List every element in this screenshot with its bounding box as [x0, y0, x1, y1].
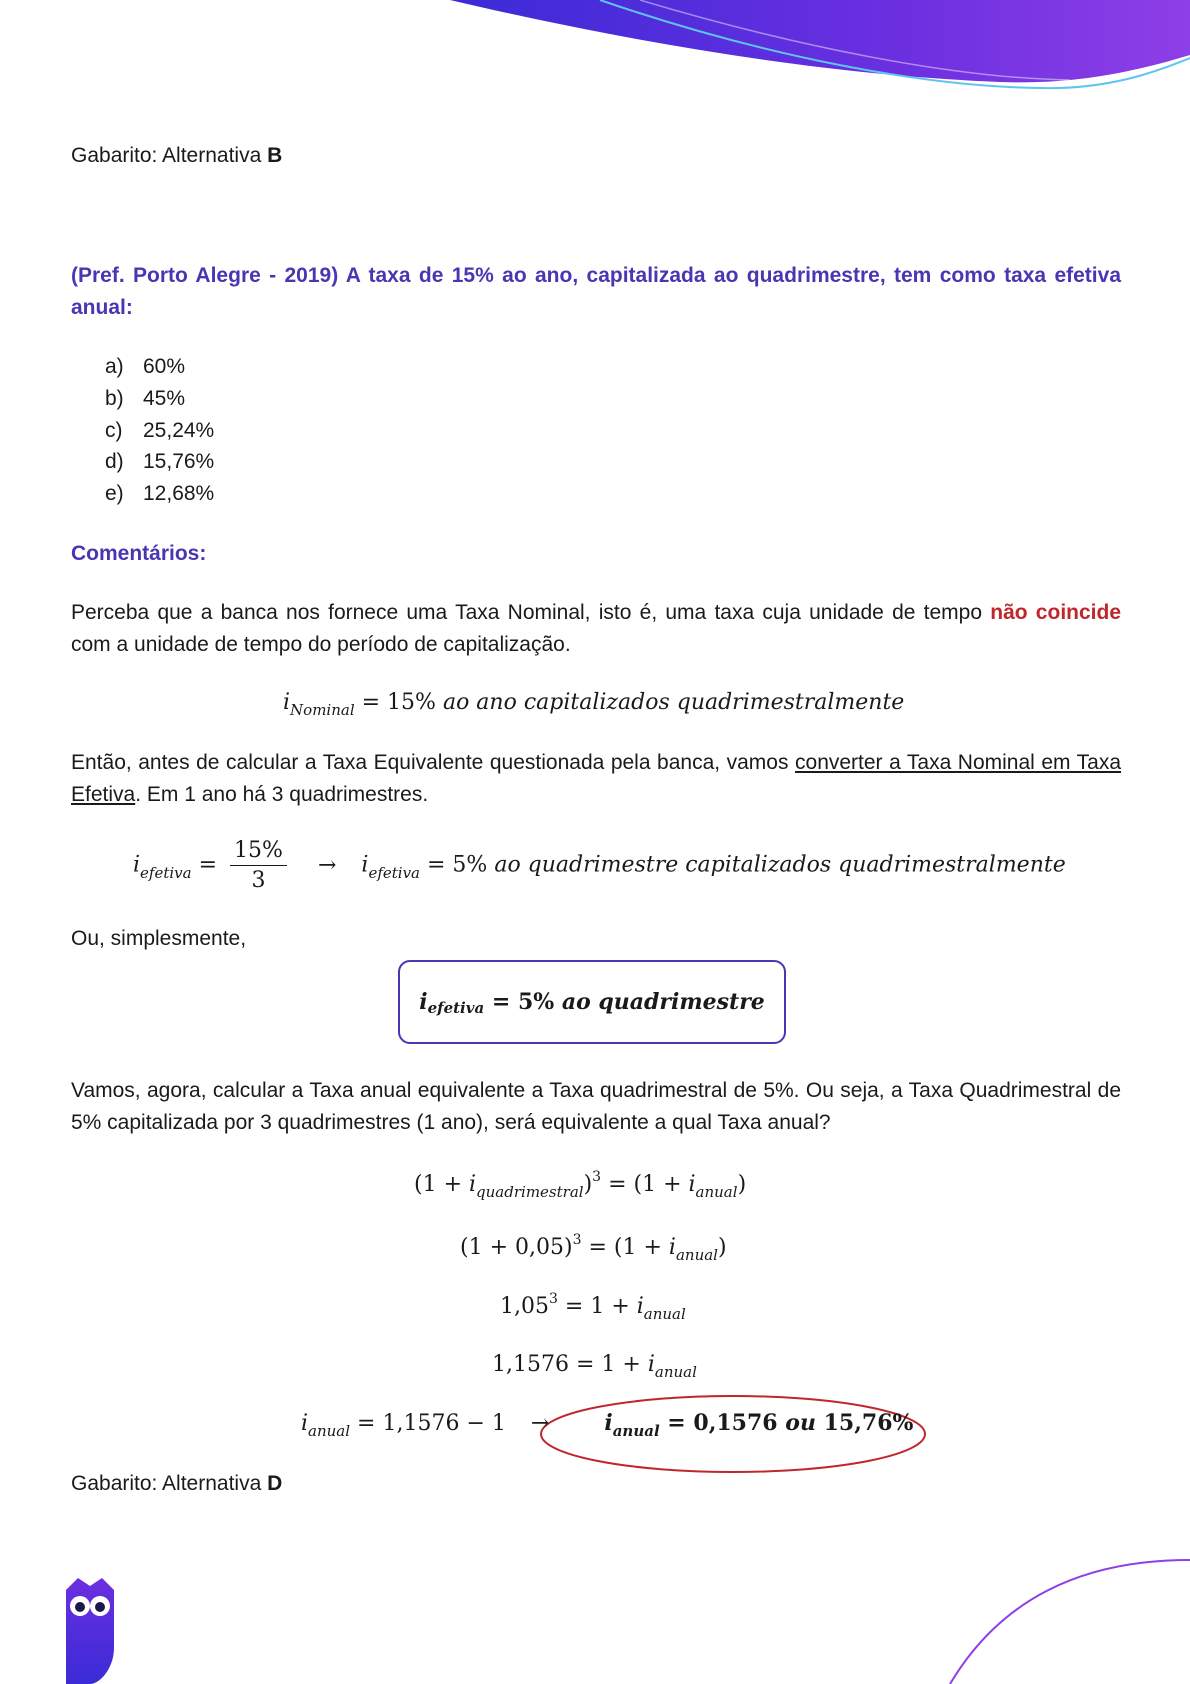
gabarito-line-2: Gabarito: Alternativa D: [71, 1472, 283, 1495]
comment-paragraph-1: Perceba que a banca nos fornece uma Taxa Nominal, isto é, uma taxa cuja unidade de tempo não coincide com a unidade de tempo do período de capitalização.: [71, 601, 1121, 656]
option-e: e) 12,68%: [105, 482, 215, 506]
option-c: c) 25,24%: [105, 418, 215, 442]
option-d: d) 15,76%: [105, 450, 215, 474]
equation-step-5: $i_{anual} = 1,1576 - 1 \to i_{anual} = 0,1576$ ou 15,76%: [301, 1410, 914, 1440]
equation-step-4: $1,1576 = 1 + i_{anual}$: [492, 1352, 697, 1381]
equation-nominal-rate: $i_{Nominal} = 15\%$ ao ano capitalizados quadrimestralmente: [283, 690, 905, 719]
equation-step-2: $(1 + 0,05)^3 = (1 + i_{anual})$: [460, 1232, 727, 1264]
final-answer: $i_{anual} = 0,1576$ ou 15,76%: [604, 1410, 914, 1440]
fraction-15-over-3: $\frac{15\%}{3}$: [230, 838, 287, 893]
boxed-result-effective-rate: i efetiva = 5% ao quadrimestre: [398, 960, 786, 1044]
equation-effective-rate: $i_{efetiva}$ = $\frac{15\%}{3}$ → $i_{efetiva} = 5\%$ ao quadrimestre capitalizados quadrimestralmente: [133, 838, 1066, 893]
equation-step-1: $(1 + i_{quadrimestral})^3 = (1 + i_{anual})$: [414, 1169, 747, 1201]
comment-paragraph-2: Então, antes de calcular a Taxa Equivalente questionada pela banca, vamos converter a Taxa Nominal em Taxa Efetiva. Em 1 ano há 3 quadrimestres.: [71, 751, 1122, 806]
answer-options-list: [105, 351, 214, 510]
arrow-right-icon: →: [317, 852, 337, 878]
footer-arc-decoration: [0, 1540, 1190, 1684]
option-a: a) 60%: [105, 355, 186, 378]
comments-heading: Comentários:: [71, 542, 207, 565]
arrow-right-icon: →: [530, 1411, 550, 1436]
question-title: (Pref. Porto Alegre - 2019) A taxa de 15% ao ano, capitalizada ao quadrimestre, tem como taxa efetiva anual:: [71, 264, 1121, 319]
option-b: b) 45%: [105, 386, 186, 410]
gabarito-line-1: Gabarito: Alternativa B: [71, 144, 283, 167]
comment-paragraph-4: Vamos, agora, calcular a Taxa anual equivalente a Taxa quadrimestral de 5%. Ou seja, a Taxa Quadrimestral de 5% capitalizada por 3 quadrimestres (1 ano), será equivalente a qual Taxa anual?: [71, 1079, 1121, 1134]
equation-step-3: $1,05^3 = 1 + i_{anual}$: [500, 1291, 686, 1323]
header-swoosh-decoration: [0, 0, 1190, 100]
owl-logo-icon: [60, 1578, 120, 1684]
comment-paragraph-3: Ou, simplesmente,: [71, 927, 247, 950]
